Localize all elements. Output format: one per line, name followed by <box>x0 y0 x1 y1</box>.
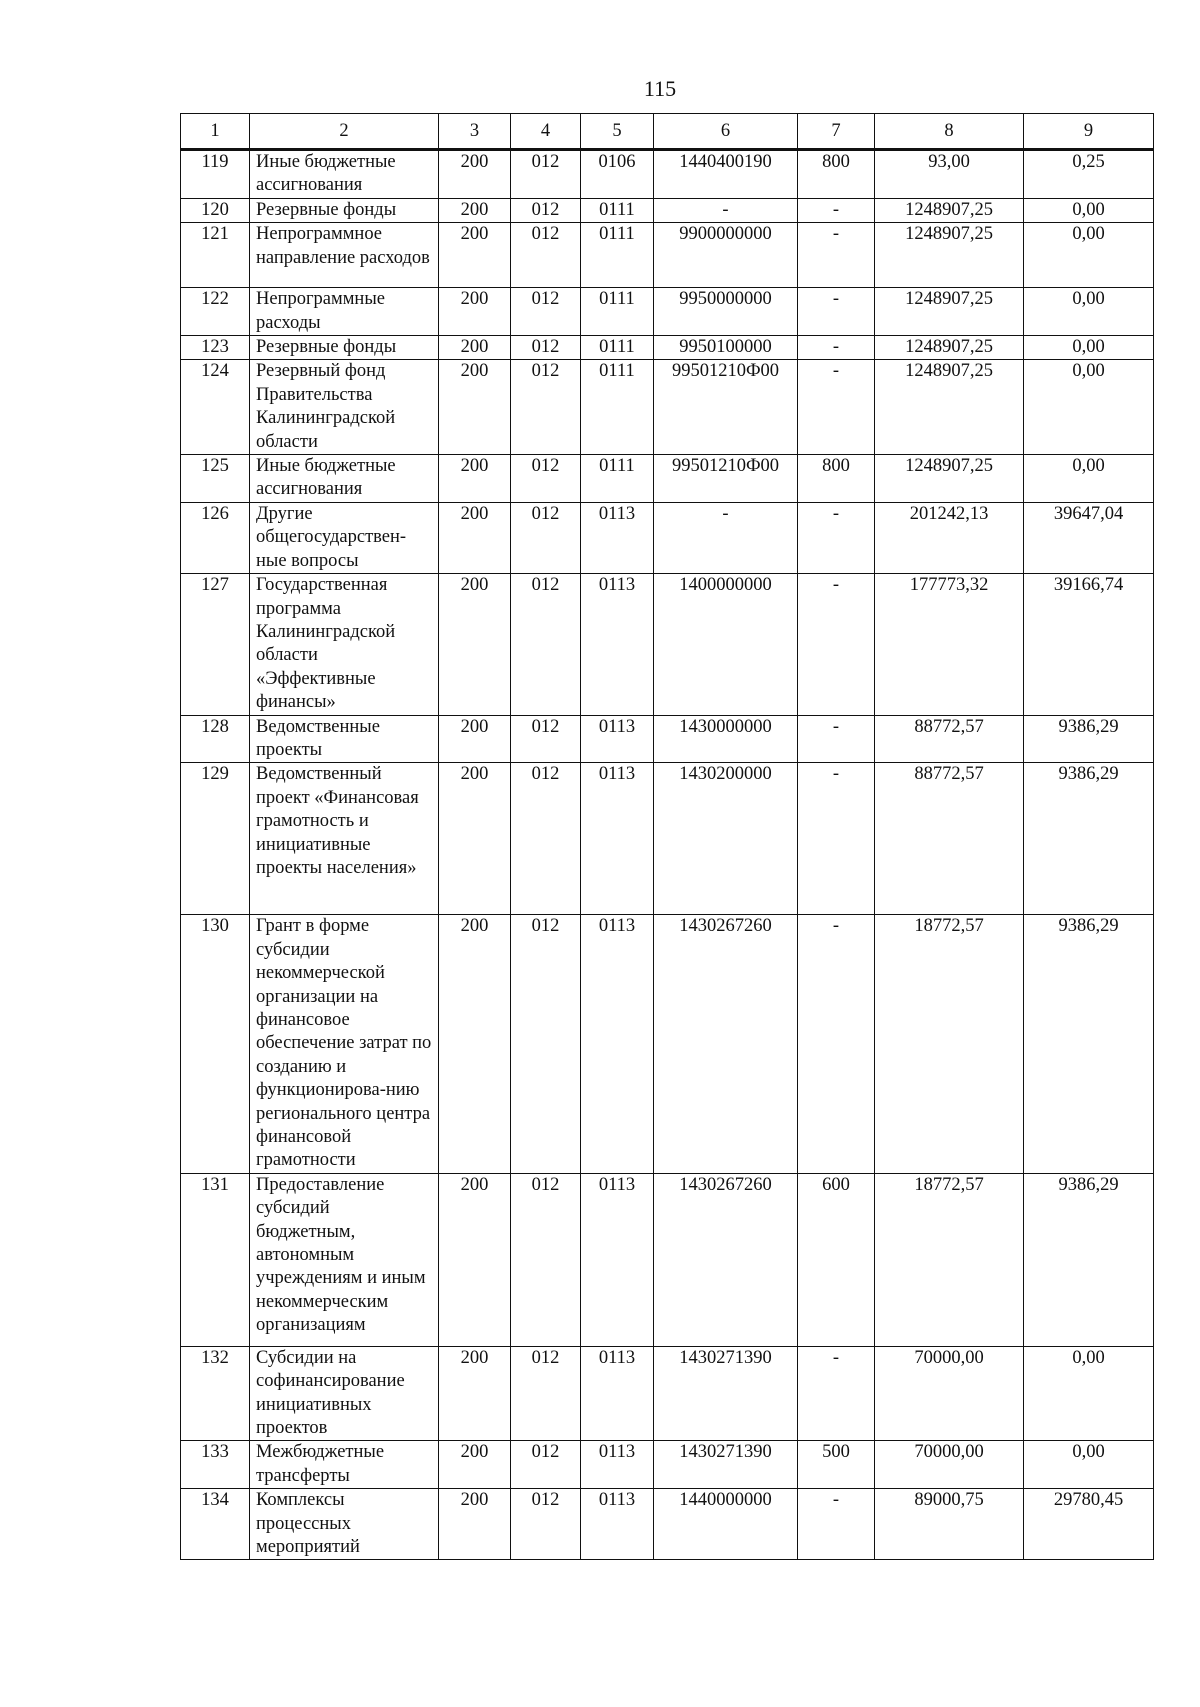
table-body <box>181 150 1154 1560</box>
col-section-cell: 0111 <box>581 455 654 503</box>
col-code-4-cell: 012 <box>511 763 581 915</box>
col-amount-2-cell: 0,25 <box>1024 150 1154 199</box>
col-code-3-cell: 200 <box>439 336 511 360</box>
col-section-cell: 0111 <box>581 288 654 336</box>
col-name-cell: Предоставление субсидий бюджетным, автономным учреждениям и иным некоммерческим организациям <box>250 1173 439 1346</box>
col-amount-cell: 1248907,25 <box>875 223 1024 288</box>
col-amount-2-cell: 9386,29 <box>1024 915 1154 1173</box>
col-expense-type-cell: - <box>798 336 875 360</box>
col-code-4-cell: 012 <box>511 1173 581 1346</box>
col-code-3-cell: 200 <box>439 455 511 503</box>
col-name-cell: Ведомственные проекты <box>250 715 439 763</box>
col-expense-type-cell: - <box>798 223 875 288</box>
col-expense-type-cell: - <box>798 915 875 1173</box>
col-amount-2-cell: 0,00 <box>1024 360 1154 455</box>
table-row <box>181 574 1154 715</box>
col-amount-2-cell: 9386,29 <box>1024 715 1154 763</box>
col-amount-2-cell: 29780,45 <box>1024 1489 1154 1560</box>
col-target-article-cell: 1430267260 <box>654 1173 798 1346</box>
table-row <box>181 502 1154 573</box>
col-name-cell: Непрограммные расходы <box>250 288 439 336</box>
col-section-cell: 0113 <box>581 763 654 915</box>
budget-table <box>180 113 1154 1560</box>
table-row <box>181 336 1154 360</box>
table-row <box>181 198 1154 222</box>
col-amount-cell: 70000,00 <box>875 1441 1024 1489</box>
col-section-cell: 0111 <box>581 198 654 222</box>
table-row <box>181 455 1154 503</box>
col-name-cell: Иные бюджетные ассигнования <box>250 150 439 199</box>
col-name-cell: Грант в форме субсидии некоммерческой организации на финансовое обеспечение затрат по созданию и функционирова-нию регионального центра финансовой грамотности <box>250 915 439 1173</box>
col-code-3-cell: 200 <box>439 360 511 455</box>
col-name-cell: Резервный фонд Правительства Калининградской области <box>250 360 439 455</box>
col-target-article-cell: 99501210Ф00 <box>654 455 798 503</box>
col-row-number-cell: 122 <box>181 288 250 336</box>
header-cell-col-target-article: 6 <box>654 114 798 150</box>
col-section-cell: 0113 <box>581 915 654 1173</box>
col-amount-cell: 88772,57 <box>875 715 1024 763</box>
col-code-4-cell: 012 <box>511 1441 581 1489</box>
header-row <box>181 114 1154 150</box>
col-expense-type-cell: 500 <box>798 1441 875 1489</box>
col-amount-2-cell: 39166,74 <box>1024 574 1154 715</box>
col-name-cell: Непрограммное направление расходов <box>250 223 439 288</box>
col-row-number-cell: 131 <box>181 1173 250 1346</box>
col-code-3-cell: 200 <box>439 915 511 1173</box>
col-target-article-cell: - <box>654 502 798 573</box>
col-row-number-cell: 120 <box>181 198 250 222</box>
col-expense-type-cell: - <box>798 198 875 222</box>
col-code-4-cell: 012 <box>511 198 581 222</box>
col-code-4-cell: 012 <box>511 715 581 763</box>
col-amount-cell: 1248907,25 <box>875 288 1024 336</box>
col-amount-cell: 1248907,25 <box>875 360 1024 455</box>
header-cell-col-name: 2 <box>250 114 439 150</box>
col-amount-cell: 1248907,25 <box>875 336 1024 360</box>
col-amount-cell: 89000,75 <box>875 1489 1024 1560</box>
col-code-3-cell: 200 <box>439 574 511 715</box>
col-section-cell: 0111 <box>581 223 654 288</box>
col-target-article-cell: 9900000000 <box>654 223 798 288</box>
col-code-4-cell: 012 <box>511 574 581 715</box>
col-amount-cell: 93,00 <box>875 150 1024 199</box>
col-code-3-cell: 200 <box>439 223 511 288</box>
table-row <box>181 1173 1154 1346</box>
col-code-3-cell: 200 <box>439 1173 511 1346</box>
col-amount-2-cell: 0,00 <box>1024 455 1154 503</box>
col-section-cell: 0111 <box>581 336 654 360</box>
col-amount-cell: 18772,57 <box>875 1173 1024 1346</box>
col-amount-cell: 18772,57 <box>875 915 1024 1173</box>
header-cell-col-amount: 8 <box>875 114 1024 150</box>
col-code-3-cell: 200 <box>439 715 511 763</box>
col-code-3-cell: 200 <box>439 1489 511 1560</box>
col-amount-2-cell: 9386,29 <box>1024 763 1154 915</box>
table-row <box>181 150 1154 199</box>
col-expense-type-cell: 800 <box>798 150 875 199</box>
col-row-number-cell: 123 <box>181 336 250 360</box>
header-cell-col-code-3: 3 <box>439 114 511 150</box>
col-expense-type-cell: - <box>798 1489 875 1560</box>
col-target-article-cell: 1440400190 <box>654 150 798 199</box>
col-row-number-cell: 128 <box>181 715 250 763</box>
col-expense-type-cell: - <box>798 1346 875 1441</box>
col-amount-2-cell: 0,00 <box>1024 336 1154 360</box>
col-amount-2-cell: 0,00 <box>1024 288 1154 336</box>
header-cell-col-row-number: 1 <box>181 114 250 150</box>
col-code-4-cell: 012 <box>511 336 581 360</box>
col-target-article-cell: 1430267260 <box>654 915 798 1173</box>
col-name-cell: Резервные фонды <box>250 336 439 360</box>
col-name-cell: Государственная программа Калининградской области «Эффективные финансы» <box>250 574 439 715</box>
col-amount-2-cell: 0,00 <box>1024 198 1154 222</box>
col-expense-type-cell: - <box>798 288 875 336</box>
col-section-cell: 0113 <box>581 502 654 573</box>
col-name-cell: Резервные фонды <box>250 198 439 222</box>
col-amount-2-cell: 0,00 <box>1024 1441 1154 1489</box>
col-amount-cell: 1248907,25 <box>875 198 1024 222</box>
col-section-cell: 0113 <box>581 715 654 763</box>
col-name-cell: Комплексы процессных мероприятий <box>250 1489 439 1560</box>
table-row <box>181 223 1154 288</box>
col-amount-2-cell: 9386,29 <box>1024 1173 1154 1346</box>
col-name-cell: Ведомственный проект «Финансовая грамотность и инициативные проекты населения» <box>250 763 439 915</box>
table-row <box>181 288 1154 336</box>
col-code-4-cell: 012 <box>511 150 581 199</box>
table-row <box>181 1346 1154 1441</box>
header-cell-col-code-4: 4 <box>511 114 581 150</box>
col-amount-2-cell: 0,00 <box>1024 1346 1154 1441</box>
col-row-number-cell: 121 <box>181 223 250 288</box>
col-amount-cell: 1248907,25 <box>875 455 1024 503</box>
col-code-3-cell: 200 <box>439 1441 511 1489</box>
table-row <box>181 715 1154 763</box>
col-section-cell: 0113 <box>581 574 654 715</box>
col-code-4-cell: 012 <box>511 223 581 288</box>
col-row-number-cell: 127 <box>181 574 250 715</box>
col-target-article-cell: 1430271390 <box>654 1346 798 1441</box>
col-row-number-cell: 126 <box>181 502 250 573</box>
col-expense-type-cell: - <box>798 502 875 573</box>
col-amount-2-cell: 0,00 <box>1024 223 1154 288</box>
table-row <box>181 1441 1154 1489</box>
col-amount-cell: 177773,32 <box>875 574 1024 715</box>
header-cell-col-amount-2: 9 <box>1024 114 1154 150</box>
col-row-number-cell: 124 <box>181 360 250 455</box>
col-target-article-cell: 1430200000 <box>654 763 798 915</box>
col-row-number-cell: 134 <box>181 1489 250 1560</box>
col-row-number-cell: 129 <box>181 763 250 915</box>
col-section-cell: 0113 <box>581 1173 654 1346</box>
col-expense-type-cell: - <box>798 763 875 915</box>
col-expense-type-cell: 600 <box>798 1173 875 1346</box>
col-code-3-cell: 200 <box>439 763 511 915</box>
col-code-4-cell: 012 <box>511 455 581 503</box>
col-name-cell: Субсидии на софинансирование инициативных проектов <box>250 1346 439 1441</box>
col-code-3-cell: 200 <box>439 502 511 573</box>
table-row <box>181 763 1154 915</box>
col-code-4-cell: 012 <box>511 915 581 1173</box>
col-section-cell: 0113 <box>581 1441 654 1489</box>
col-expense-type-cell: - <box>798 715 875 763</box>
col-amount-cell: 88772,57 <box>875 763 1024 915</box>
col-code-4-cell: 012 <box>511 288 581 336</box>
col-target-article-cell: 9950000000 <box>654 288 798 336</box>
col-target-article-cell: 99501210Ф00 <box>654 360 798 455</box>
col-target-article-cell: - <box>654 198 798 222</box>
col-row-number-cell: 119 <box>181 150 250 199</box>
col-target-article-cell: 1430000000 <box>654 715 798 763</box>
col-code-3-cell: 200 <box>439 150 511 199</box>
col-section-cell: 0106 <box>581 150 654 199</box>
col-expense-type-cell: 800 <box>798 455 875 503</box>
col-code-3-cell: 200 <box>439 288 511 336</box>
col-expense-type-cell: - <box>798 360 875 455</box>
page-number: 115 <box>643 76 677 101</box>
col-code-4-cell: 012 <box>511 502 581 573</box>
col-row-number-cell: 133 <box>181 1441 250 1489</box>
col-target-article-cell: 9950100000 <box>654 336 798 360</box>
col-name-cell: Другие общегосударствен-ные вопросы <box>250 502 439 573</box>
header-cell-col-expense-type: 7 <box>798 114 875 150</box>
col-target-article-cell: 1440000000 <box>654 1489 798 1560</box>
table-header <box>181 114 1154 150</box>
col-section-cell: 0113 <box>581 1489 654 1560</box>
col-amount-cell: 201242,13 <box>875 502 1024 573</box>
col-section-cell: 0113 <box>581 1346 654 1441</box>
col-name-cell: Межбюджетные трансферты <box>250 1441 439 1489</box>
col-section-cell: 0111 <box>581 360 654 455</box>
col-target-article-cell: 1430271390 <box>654 1441 798 1489</box>
col-name-cell: Иные бюджетные ассигнования <box>250 455 439 503</box>
col-code-3-cell: 200 <box>439 198 511 222</box>
col-code-4-cell: 012 <box>511 1346 581 1441</box>
col-amount-2-cell: 39647,04 <box>1024 502 1154 573</box>
col-code-3-cell: 200 <box>439 1346 511 1441</box>
col-row-number-cell: 132 <box>181 1346 250 1441</box>
col-code-4-cell: 012 <box>511 1489 581 1560</box>
table-row <box>181 360 1154 455</box>
header-cell-col-section: 5 <box>581 114 654 150</box>
col-amount-cell: 70000,00 <box>875 1346 1024 1441</box>
col-row-number-cell: 125 <box>181 455 250 503</box>
table-row <box>181 915 1154 1173</box>
col-code-4-cell: 012 <box>511 360 581 455</box>
col-row-number-cell: 130 <box>181 915 250 1173</box>
col-expense-type-cell: - <box>798 574 875 715</box>
table-row <box>181 1489 1154 1560</box>
col-target-article-cell: 1400000000 <box>654 574 798 715</box>
